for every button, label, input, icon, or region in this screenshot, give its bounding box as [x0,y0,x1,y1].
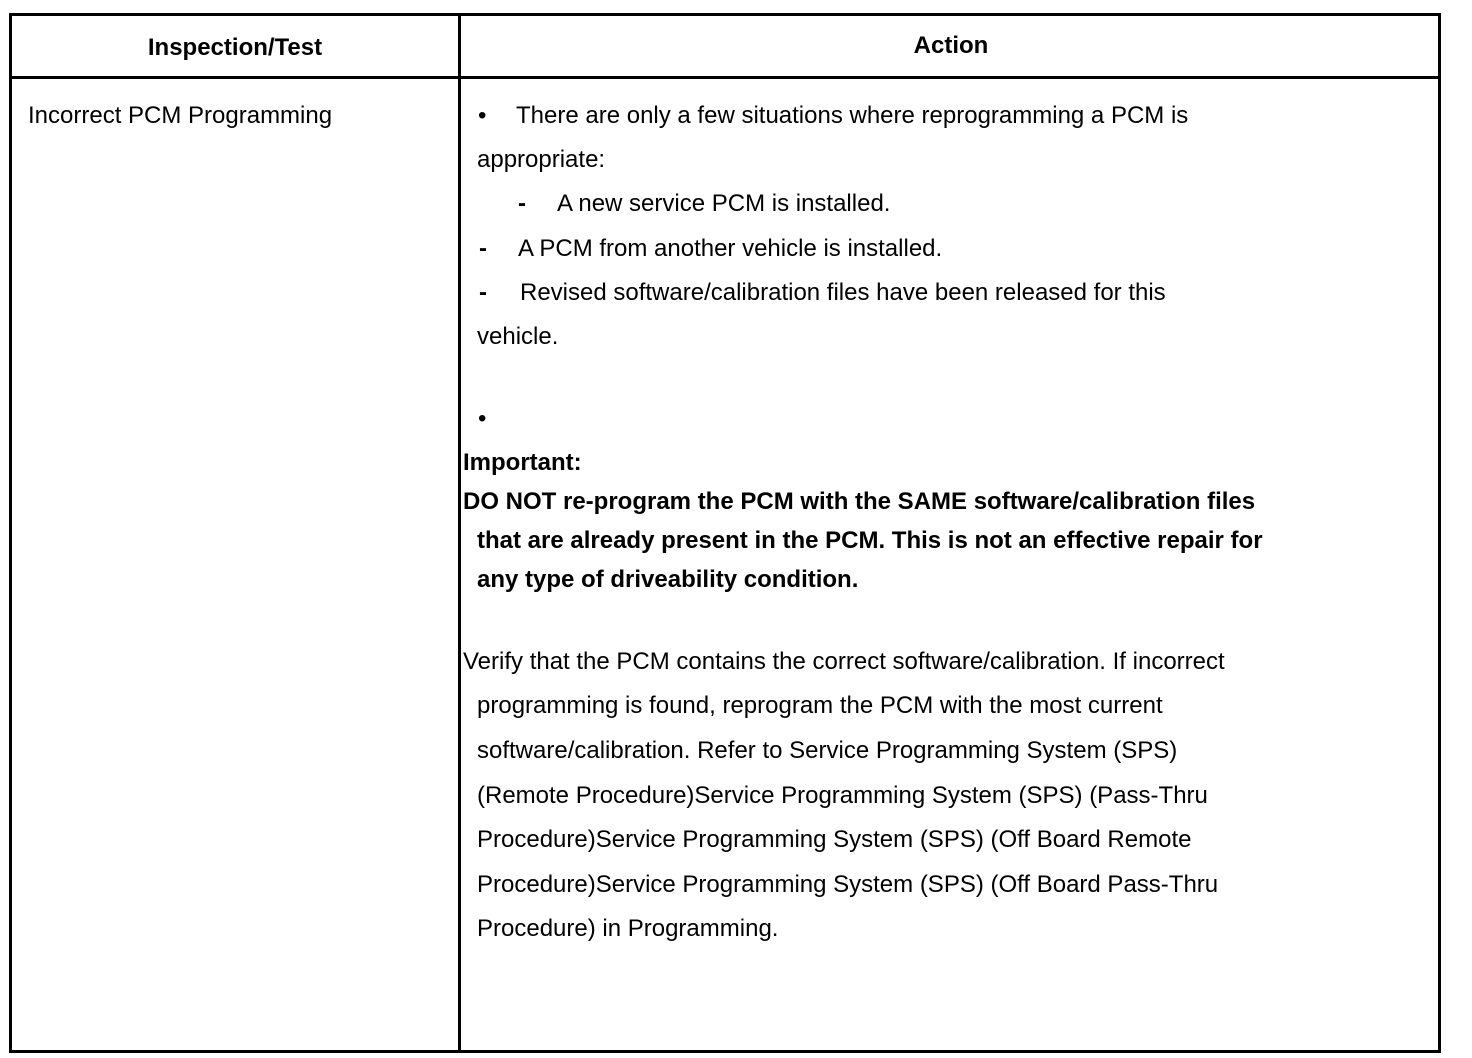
intro-text-line: appropriate: [477,146,606,173]
dash-marker: - [518,190,526,217]
verify-text-line: Procedure) in Programming. [477,915,779,942]
situation-item: A PCM from another vehicle is installed. [518,235,943,262]
inspection-cell: Incorrect PCM Programming [28,102,333,129]
column-divider [458,13,461,1053]
intro-text-line: There are only a few situations where reprogramming a PCM is [516,102,1189,129]
verify-text-line: Procedure)Service Programming System (SPS) (Off Board Remote [477,826,1192,853]
header-inspection-test: Inspection/Test [147,34,323,61]
header-action: Action [913,32,989,59]
dash-marker: - [479,235,487,262]
verify-text-line: (Remote Procedure)Service Programming System (SPS) (Pass-Thru [477,782,1208,809]
important-text-line: DO NOT re-program the PCM with the SAME software/calibration files [463,488,1256,515]
important-text-line: that are already present in the PCM. This is not an effective repair for [477,527,1263,554]
dash-marker: - [479,279,487,306]
verify-text-line: programming is found, reprogram the PCM with the most current [477,692,1163,719]
situation-item: Revised software/calibration files have been released for this [520,279,1166,306]
verify-text-line: software/calibration. Refer to Service Programming System (SPS) [477,737,1178,764]
bullet-marker: • [478,405,487,432]
verify-text-line: Procedure)Service Programming System (SPS) (Off Board Pass-Thru [477,871,1219,898]
important-text-line: any type of driveability condition. [477,566,859,593]
important-label: Important: [463,449,582,476]
bullet-marker: • [478,102,487,129]
verify-text-line: Verify that the PCM contains the correct software/calibration. If incorrect [463,648,1225,675]
header-divider [9,76,1441,79]
situation-item: A new service PCM is installed. [557,190,891,217]
situation-item-continuation: vehicle. [477,323,559,350]
